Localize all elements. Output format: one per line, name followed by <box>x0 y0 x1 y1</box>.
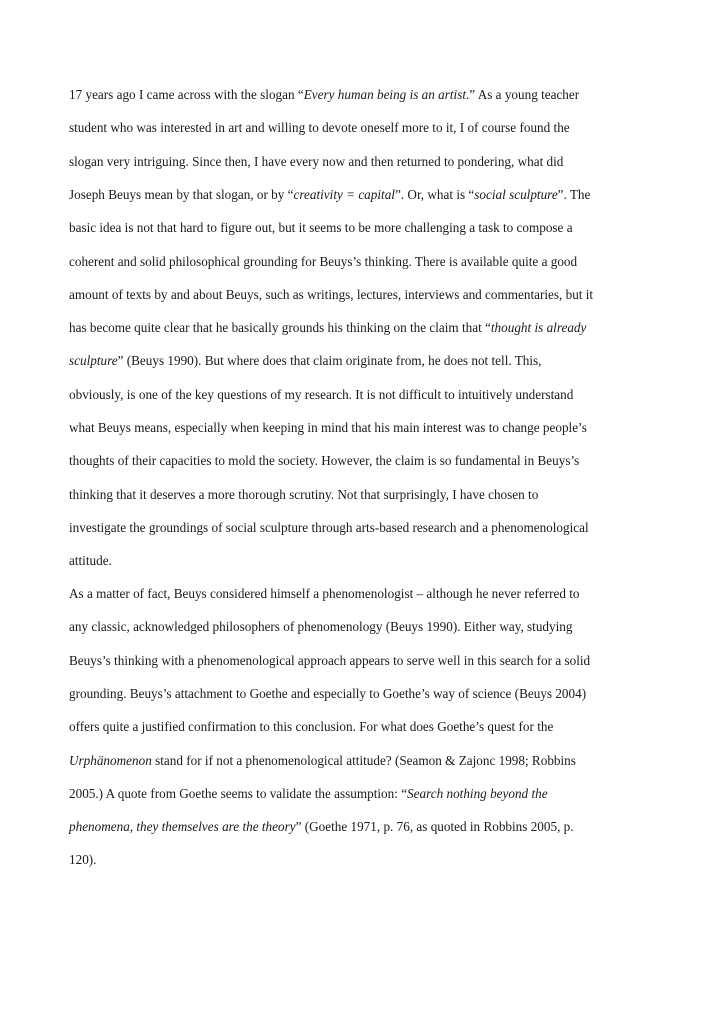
text-run: student who was interested in art and willing to devote oneself more to it, I of course found the <box>69 120 570 136</box>
italic-run: Urphänomenon <box>69 752 152 768</box>
text-run: thoughts of their capacities to mold the society. However, the claim is so fundamental in Beuys’s <box>69 453 580 469</box>
text-line <box>69 386 573 404</box>
text-line <box>69 718 553 736</box>
text-line <box>69 618 572 636</box>
text-run: ”. Or, what is “ <box>394 186 475 202</box>
text-run: ”. The <box>557 186 591 202</box>
text-run: any classic, acknowledged philosophers of phenomenology (Beuys 1990). Either way, studying <box>69 619 573 635</box>
text-line <box>69 552 112 570</box>
text-run: ” (Goethe 1971, p. 76, as quoted in Robbins 2005, p. <box>295 819 574 835</box>
text-line <box>69 352 541 370</box>
text-run: ” (Beuys 1990). But where does that claim originate from, he does not tell. This, <box>117 353 542 369</box>
text-run: .” As a young teacher <box>466 87 580 102</box>
text-line <box>69 86 579 104</box>
text-line <box>69 286 593 304</box>
text-line <box>69 186 590 204</box>
text-run: 2005.) A quote from Goethe seems to validate the assumption: “ <box>69 785 408 801</box>
italic-run: social sculpture <box>474 186 558 202</box>
italic-run: sculpture <box>69 353 118 369</box>
text-line <box>69 219 573 237</box>
text-line <box>69 452 579 470</box>
text-run: stand for if not a phenomenological attitude? (Seamon & Zajonc 1998; Robbins <box>151 752 576 768</box>
text-run: Joseph Beuys mean by that slogan, or by “ <box>69 186 294 202</box>
text-line <box>69 685 586 703</box>
italic-run: Every human being is an artist <box>303 87 466 102</box>
text-line <box>69 153 563 171</box>
text-line <box>69 785 548 803</box>
text-line <box>69 419 587 437</box>
text-run: obviously, is one of the key questions of my research. It is not difficult to intuitively understand <box>69 386 574 402</box>
italic-run: Search nothing beyond the <box>407 785 548 801</box>
text-run: amount of texts by and about Beuys, such as writings, lectures, interviews and commentaries, but it <box>69 286 594 302</box>
text-run: coherent and solid philosophical grounding for Beuys’s thinking. There is available quite a good <box>69 253 578 269</box>
text-line <box>69 486 538 504</box>
text-run: slogan very intriguing. Since then, I have every now and then returned to pondering, what did <box>69 153 564 169</box>
text-line <box>69 253 577 271</box>
text-run: 120). <box>69 852 97 868</box>
text-run: offers quite a justified confirmation to this conclusion. For what does Goethe’s quest for the <box>69 719 554 735</box>
text-run: has become quite clear that he basically grounds his thinking on the claim that “ <box>69 320 491 336</box>
text-line <box>69 752 576 770</box>
text-run: Beuys’s thinking with a phenomenological approach appears to serve well in this search for a solid <box>69 652 591 668</box>
italic-run: phenomena, they themselves are the theory <box>69 819 296 835</box>
text-run: thinking that it deserves a more thorough scrutiny. Not that surprisingly, I have chosen to <box>69 486 539 502</box>
italic-run: thought is already <box>490 320 587 336</box>
text-line <box>69 519 589 537</box>
text-line <box>69 319 586 337</box>
text-line <box>69 851 96 869</box>
text-run: attitude. <box>69 553 112 569</box>
text-run: As a matter of fact, Beuys considered himself a phenomenologist – although he never referred to <box>69 586 580 601</box>
text-run: investigate the groundings of social sculpture through arts-based research and a phenomenological <box>69 519 589 535</box>
text-line <box>69 119 570 137</box>
text-line <box>69 818 574 836</box>
text-run: basic idea is not that hard to figure out, but it seems to be more challenging a task to compose a <box>69 220 573 236</box>
text-run: 17 years ago I came across with the slogan “ <box>69 87 304 102</box>
text-run: grounding. Beuys’s attachment to Goethe and especially to Goethe’s way of science (Beuys 2004) <box>69 685 587 701</box>
text-line <box>69 652 590 670</box>
text-line <box>69 585 579 603</box>
text-run: what Beuys means, especially when keeping in mind that his main interest was to change people’s <box>69 420 587 435</box>
italic-run: creativity = capital <box>293 186 395 202</box>
